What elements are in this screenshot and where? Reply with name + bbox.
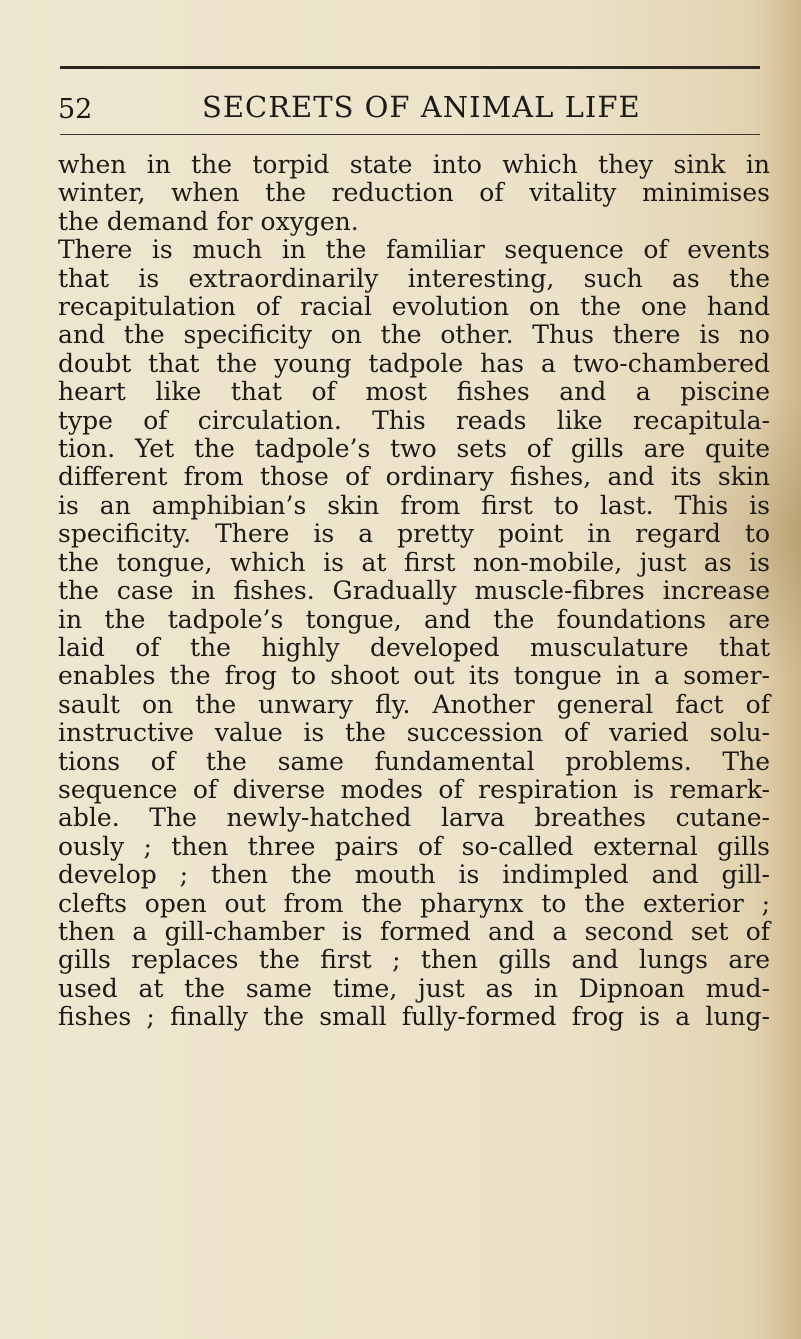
text-line: winter, when the reduction of vitality minimises — [58, 178, 770, 208]
text-line: then a gill-chamber is formed and a second set of — [58, 916, 770, 946]
text-line: sault on the unwary fly. Another general fact of — [58, 689, 770, 719]
text-line: gills replaces the first ; then gills and lungs are — [58, 945, 770, 975]
text-line: and the specificity on the other. Thus there is no — [58, 320, 770, 350]
text-line: the tongue, which is at first non-mobile, just as is — [58, 547, 770, 577]
text-line: able. The newly-hatched larva breathes cutane- — [58, 803, 770, 833]
page-number: 52 — [58, 94, 93, 125]
header-rule — [60, 66, 760, 69]
text-line: when in the torpid state into which they sink in — [58, 150, 770, 179]
text-line: is an amphibian’s skin from first to last. This is — [58, 490, 770, 520]
text-line: tion. Yet the tadpole’s two sets of gills are quite — [58, 434, 770, 464]
text-line: recapitulation of racial evolution on the one hand — [58, 292, 770, 322]
text-line: used at the same time, just as in Dipnoan mud- — [58, 973, 770, 1003]
text-line: sequence of diverse modes of respiration is remark- — [58, 774, 770, 804]
text-line: instructive value is the succession of varied solu- — [58, 718, 770, 748]
text-line: in the tadpole’s tongue, and the foundations are — [58, 604, 770, 634]
text-line: heart like that of most fishes and a piscine — [58, 377, 770, 407]
text-line: that is extraordinarily interesting, such as the — [58, 263, 770, 293]
text-line: clefts open out from the pharynx to the exterior ; — [58, 888, 770, 918]
text-line: doubt that the young tadpole has a two-chambered — [58, 348, 770, 378]
text-line: the case in fishes. Gradually muscle-fibres increase — [58, 576, 770, 606]
text-line: fishes ; finally the small fully-formed frog is a lung- — [58, 1002, 770, 1032]
body-text — [58, 151, 770, 1032]
text-line: the demand for oxygen. — [58, 206, 359, 236]
text-line: enables the frog to shoot out its tongue in a somer- — [58, 661, 770, 691]
text-line: ously ; then three pairs of so-called external gills — [58, 831, 770, 861]
text-line: laid of the highly developed musculature that — [58, 632, 770, 662]
header-underline — [60, 134, 760, 135]
text-line: develop ; then the mouth is indimpled and gill- — [58, 860, 770, 890]
text-line: There is much in the familiar sequence of events — [58, 235, 770, 265]
running-head: SECRETS OF ANIMAL LIFE — [202, 90, 641, 124]
text-line: type of circulation. This reads like recapitula- — [58, 405, 770, 435]
text-line: different from those of ordinary fishes, and its skin — [58, 462, 770, 492]
text-line: specificity. There is a pretty point in regard to — [58, 519, 770, 549]
text-line: tions of the same fundamental problems. The — [58, 746, 770, 776]
